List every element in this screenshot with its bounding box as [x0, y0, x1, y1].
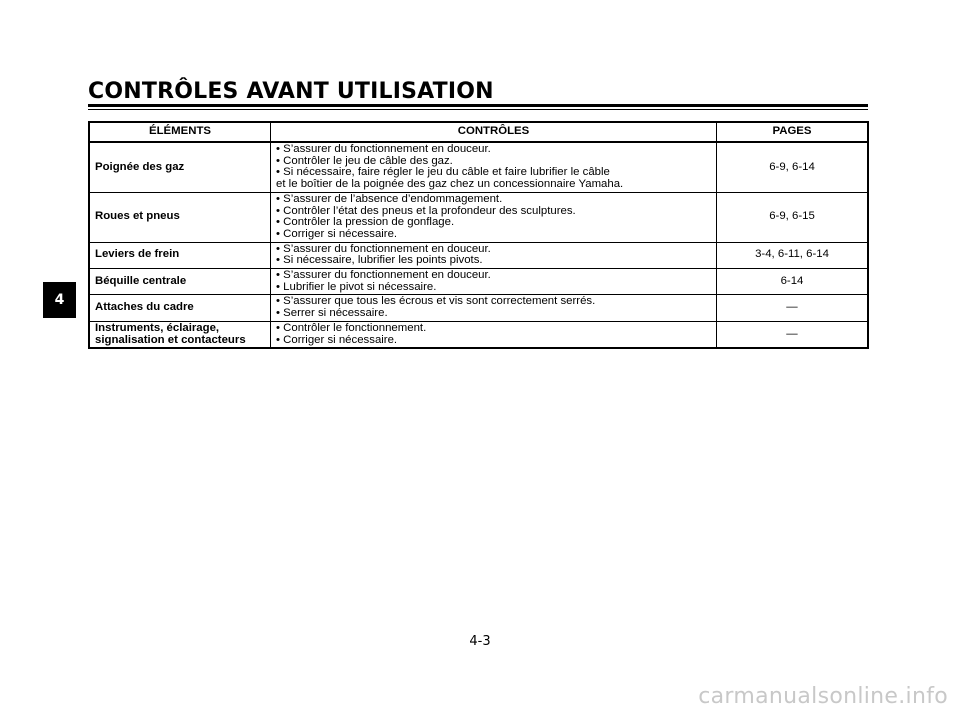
table-row: [89, 142, 868, 192]
table-row: [89, 242, 868, 268]
row-pages: 3-4, 6-11, 6-14: [717, 242, 869, 268]
check-line: • Si nécessaire, lubrifier les points pivots.: [276, 254, 483, 267]
check-line: • Corriger si nécessaire.: [276, 227, 398, 240]
check-line: • Corriger si nécessaire.: [276, 333, 398, 346]
table-row: [89, 321, 868, 348]
row-checks: [271, 269, 717, 295]
pre-operation-checks-table: [88, 121, 869, 349]
item-line: Instruments, éclairage,: [95, 321, 220, 334]
check-line: • Si nécessaire, faire régler le jeu du câble et faire lubrifier le câble: [276, 166, 610, 179]
check-line: • Contrôler l’état des pneus et la profondeur des sculptures.: [276, 204, 576, 217]
check-line: • Serrer si nécessaire.: [276, 307, 388, 320]
header-controles: CONTRÔLES: [271, 122, 717, 142]
row-pages: —: [717, 295, 869, 321]
header-elements: ÉLÉMENTS: [89, 122, 271, 142]
row-checks: [271, 321, 717, 348]
check-line: • S’assurer du fonctionnement en douceur.: [276, 242, 491, 255]
check-line: • Contrôler le fonctionnement.: [276, 321, 427, 334]
row-item: Leviers de frein: [89, 242, 271, 268]
table-header-row: [89, 122, 868, 142]
row-checks: [271, 295, 717, 321]
item-line: signalisation et contacteurs: [95, 333, 246, 346]
row-pages: 6-14: [717, 269, 869, 295]
check-line: • S’assurer du fonctionnement en douceur.: [276, 143, 491, 155]
row-pages: 6-9, 6-15: [717, 192, 869, 242]
page-title: CONTRÔLES AVANT UTILISATION: [88, 79, 494, 104]
table-row: [89, 295, 868, 321]
row-checks: [271, 142, 717, 192]
title-rule-thin: [88, 109, 868, 110]
table-row: [89, 269, 868, 295]
row-item: Béquille centrale: [89, 269, 271, 295]
row-item: Poignée des gaz: [89, 142, 271, 192]
chapter-tab: 4: [43, 282, 76, 318]
table-row: [89, 192, 868, 242]
title-rule-thick: [88, 104, 868, 107]
row-pages: —: [717, 321, 869, 348]
watermark: carmanualsonline.info: [698, 684, 948, 709]
row-checks: [271, 242, 717, 268]
row-checks: [271, 192, 717, 242]
check-line: • S’assurer que tous les écrous et vis sont correctement serrés.: [276, 295, 596, 308]
check-line: • S’assurer du fonctionnement en douceur.: [276, 269, 491, 282]
check-line: • Contrôler le jeu de câble des gaz.: [276, 154, 453, 167]
check-line: • Lubrifier le pivot si nécessaire.: [276, 280, 437, 293]
row-item: [89, 321, 271, 348]
check-line: • Contrôler la pression de gonflage.: [276, 216, 455, 229]
page-number: 4-3: [469, 634, 491, 649]
row-item: Attaches du cadre: [89, 295, 271, 321]
check-line: et le boîtier de la poignée des gaz chez un concessionnaire Yamaha.: [276, 178, 624, 191]
header-pages: PAGES: [717, 122, 869, 142]
check-line: • S’assurer de l’absence d’endommagement.: [276, 192, 503, 205]
row-pages: 6-9, 6-14: [717, 142, 869, 192]
row-item: Roues et pneus: [89, 192, 271, 242]
